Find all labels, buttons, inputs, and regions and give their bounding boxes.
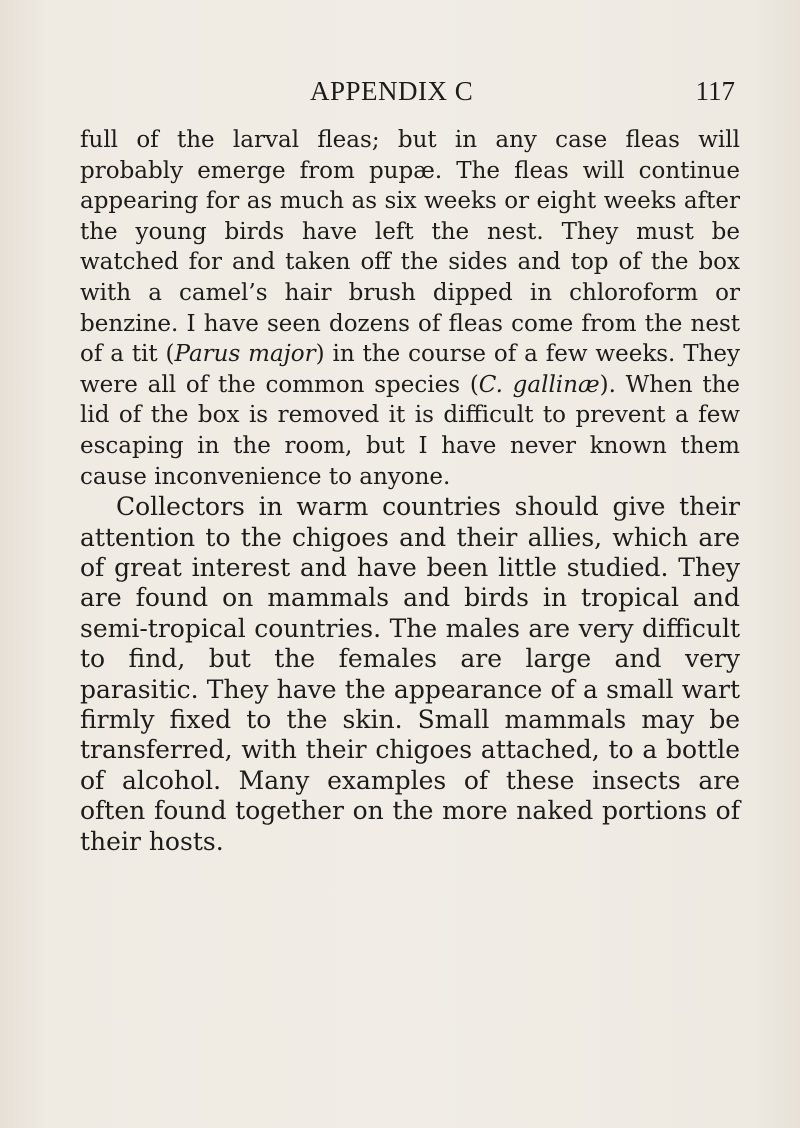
paragraph-1-text-a: full of the larval fleas; but in any case fleas will probably emerge from pupæ. The fleas will continue appearing for as much as six weeks or eight weeks after the young birds have left the nest. They must be watched for and taken off the sides and top of the box with a camel’s hair brush dipped in chloroform or benzine. I have seen dozens of fleas come from the nest of a tit ( xyxy=(80,127,740,368)
species-name-gallinae: C. gallinæ xyxy=(478,371,600,398)
paragraph-1-text-b: ) in the course of a few weeks. They were all of the common species ( xyxy=(80,341,740,398)
body-text xyxy=(80,125,740,857)
paragraph-1 xyxy=(80,125,740,492)
running-head: APPENDIX C xyxy=(310,76,474,106)
paragraph-1-text-c: ). When the lid of the box is removed it is difficult to prevent a few escaping in the room, but I have never known them cause inconvenience to anyone. xyxy=(80,371,740,490)
page-header xyxy=(250,73,735,109)
page-number: 117 xyxy=(695,76,735,106)
species-name-parus: Parus major xyxy=(174,341,316,368)
paragraph-2: Collectors in warm countries should give their attention to the chigoes and their allies, which are of great interest and have been little studied. They are found on mammals and birds in tropical and semi-tropical countries. The males are very difficult to find, but the females are large and very parasitic. They have the appearance of a small wart firmly fixed to the skin. Small mammals may be transferred, with their chigoes attached, to a bottle of alcohol. Many examples of these insects are often found together on the more naked portions of their hosts. xyxy=(80,492,740,856)
